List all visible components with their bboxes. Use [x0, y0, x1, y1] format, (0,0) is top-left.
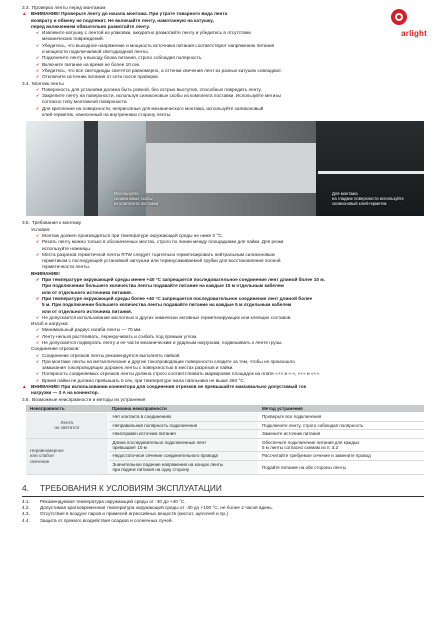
cause-cell: Неисправен источник питания	[108, 430, 258, 438]
bullet-icon: ✔	[36, 314, 40, 320]
bullet-icon: ✔	[36, 377, 40, 383]
list-item-continuation: замыкания токопроводящих дорожек ленты с поверхностью в местах разрезов и пайки.	[42, 365, 234, 371]
list-item-continuation: используйте ножницы.	[42, 245, 92, 251]
troubleshooting-table	[26, 405, 424, 475]
fault-cell: Лента не светится	[26, 413, 108, 438]
list-item-continuation: герметиком с последующей установкой заглушки или термоусаживаемой трубки для восстановления полной	[42, 258, 281, 264]
photo-left-caption	[114, 191, 158, 206]
list-item-text: При температуре окружающей среды более +40 °С запрещается последовательное соединение лент длиной более	[42, 295, 313, 301]
bullet-icon: ✔	[36, 55, 40, 61]
bullet-icon: ✔	[36, 371, 40, 377]
caption-line: Для монтажа	[332, 191, 358, 197]
photo-right-caption	[332, 191, 404, 206]
section-title: Возможные неисправности и методы их устранения	[32, 396, 146, 402]
item-number: 4.3.	[22, 511, 30, 517]
caption-line: Используйте	[114, 191, 139, 197]
list-item-text: Резать ленту можно только в обозначенных местах, строго по линии между площадками для пайки. Для резки	[42, 239, 284, 245]
warning-text: нагрузки — 3 А на коннектор.	[31, 390, 99, 396]
item-number: 4.2.	[22, 504, 30, 510]
warning-text: ВНИМАНИЕ! Проверьте ленту до начала монтажа. При утрате товарного вида лента	[31, 11, 228, 17]
section-number: 3.4.	[22, 80, 30, 86]
bullet-icon: ✔	[36, 42, 40, 48]
list-item-continuation: или от отдельного источника питания.	[42, 308, 133, 314]
bullet-icon: ✔	[36, 327, 40, 333]
bullet-icon: ✔	[36, 339, 40, 345]
section-3-6-heading	[22, 397, 426, 403]
list-item-text: Соединение отрезков ленты рекомендуется выполнять пайкой.	[42, 352, 181, 358]
cause-cell: Неправильная полярность подключения	[108, 421, 258, 429]
list-item-text: Полярность соединяемых отрезков ленты должна строго соответствовать маркировке площадок на плате «+» и «-», «+» и «+».	[42, 371, 321, 377]
bullet-icon: ✔	[36, 239, 40, 245]
section-number: 3.5.	[22, 220, 30, 226]
subheading: Соединение отрезков:	[31, 346, 80, 352]
section-title: ТРЕБОВАНИЯ К УСЛОВИЯМ ЭКСПЛУАТАЦИИ	[40, 482, 222, 493]
bullet-icon: ✔	[36, 93, 40, 99]
list-item-text: Места разрезов герметичной ленты RTW следует тщательно герметизировать нейтральным силиконовым	[42, 251, 275, 257]
list-item-text: Извлеките катушку с лентой из упаковки, аккуратно размотайте ленту и убедитесь в отсутствии	[42, 30, 251, 36]
list-item-continuation: механических повреждений.	[42, 36, 104, 42]
table-row	[26, 413, 424, 421]
fault-cell: Неравномерное или слабое свечение	[26, 438, 108, 474]
bullet-icon: ✔	[36, 358, 40, 364]
list-item	[22, 518, 426, 524]
warning-text: перед включением обязательно размотайте ленту.	[31, 23, 150, 29]
column-header: Метод устранения	[258, 405, 424, 413]
photo-led-strip	[318, 171, 424, 174]
list-item-text: Подключите ленту к выходу блока питания, строго соблюдая полярность.	[42, 55, 203, 61]
item-number: 4.4.	[22, 517, 30, 523]
bullet-icon: ✔	[36, 333, 40, 339]
warning-text: возврату и обмену не подлежит. Не включайте ленту, намотанную на катушку,	[31, 17, 214, 23]
section-number: 4.	[22, 482, 29, 493]
bullet-icon: ✔	[36, 61, 40, 67]
list-item-text: Закрепите ленту на поверхности, используя силиконовые скобы из комплекта поставки. Используйте метизы	[42, 93, 281, 99]
conditions-label: Условия:	[31, 226, 51, 232]
list-item-text: При монтаже ленты на металлические и другие токопроводящие поверхности следите за тем, чтобы не произошло	[42, 358, 295, 364]
warning-icon: ▲	[22, 11, 27, 17]
cause-cell: Длина последовательно подключенных лент превышает 10 м	[108, 438, 258, 452]
installation-photo	[26, 121, 424, 216]
bullet-icon: ✔	[36, 67, 40, 73]
remedy-cell: Проверьте все подключения	[258, 413, 424, 421]
bullet-icon: ✔	[36, 74, 40, 80]
divider	[22, 496, 424, 497]
list-item-continuation: 5 м. При подключении большего количества ленты подавайте питание на каждые 5 м отдельным кабелем	[42, 302, 292, 308]
list-item-continuation: При подключении большего количества ленты подавайте питание на каждые 10 м отдельным кабелем	[42, 283, 284, 289]
caption-line: из комплекта поставки	[114, 201, 159, 207]
list-item-text: Ленту нельзя растягивать, перекручивать и сгибать под прямым углом.	[42, 333, 198, 339]
cause-cell: Нет контакта в соединениях	[108, 413, 258, 421]
section-title: Монтаж ленты	[32, 80, 64, 86]
bullet-icon: ✔	[36, 277, 40, 283]
list-item-continuation: и мощности подключаемой светодиодной ленты.	[42, 49, 149, 55]
list-item-text: При температуре окружающей среды менее +40 °С запрещается последовательное соединение лент длиной более 10 м.	[42, 277, 326, 283]
list-item-text: Не допускается подвергать ленту и ее части механическим и ударным нагрузкам, подвешивать к ленте грузы.	[42, 339, 283, 345]
bullet-icon: ✔	[36, 105, 40, 111]
list-item-text: Убедитесь, что все светодиоды светятся равномерно, а оттенки свечения лент из разных катушек совпадают.	[42, 67, 282, 73]
logo-text: arlight	[401, 29, 427, 38]
item-number: 4.1.	[22, 498, 30, 504]
attention-label: ВНИМАНИЕ!	[31, 270, 60, 276]
list-item-text: Защита от прямого воздействия осадков и солнечных лучей.	[40, 517, 173, 523]
list-item-text: Минимальный радиус изгиба ленты — 70 мм.	[42, 327, 142, 333]
list-item-text: Отсутствие в воздухе паров и примесей агрессивных веществ (кислот, щелочей и пр.).	[40, 511, 230, 517]
list-item-continuation: согласно типу монтажной поверхности.	[42, 99, 128, 105]
caption-line: силиконовый клей-герметик	[332, 201, 387, 207]
bullet-icon: ✔	[36, 86, 40, 92]
bullet-icon: ✔	[36, 232, 40, 238]
section-4-heading	[22, 483, 426, 494]
remedy-cell: Подключите ленту, строго соблюдая полярность	[258, 421, 424, 429]
list-item-text: Включите питание на время не более 10 сек.	[42, 61, 141, 67]
section-number: 3.3.	[22, 5, 30, 10]
table-header-row	[26, 405, 424, 413]
arlight-logo	[367, 5, 427, 43]
column-header: Неисправность	[26, 405, 108, 413]
section-title: Требования к монтажу	[32, 220, 82, 226]
remedy-cell: Подайте питание на обе стороны ленты	[258, 460, 424, 474]
bullet-icon: ✔	[36, 352, 40, 358]
table-row	[26, 438, 424, 452]
caption-line: силиконовые скобы	[114, 196, 153, 202]
list-item-text: Отключите источник питания от сети после проверки.	[42, 74, 159, 80]
subheading: Изгиб и нагрузка:	[31, 321, 69, 327]
list-item-text: Время пайки не должно превышать 5 сек, при температуре жала паяльника не выше 260 °С.	[42, 377, 246, 383]
caption-line: на гладкие поверхности используйте	[332, 196, 404, 202]
remedy-cell: Замените источник питания	[258, 430, 424, 438]
photo-panel	[146, 143, 326, 193]
bullet-icon: ✔	[36, 30, 40, 36]
cause-cell: Значительное падение напряжения на концах ленты при подаче питания на одну сторону	[108, 460, 258, 474]
list-item-continuation: клей-герметик, нанесенный на внутреннюю сторону ленты.	[42, 112, 172, 118]
list-item-continuation: или от отдельного источника питания.	[42, 289, 133, 295]
photo-window-frame	[84, 121, 98, 216]
warning-icon: ▲	[22, 384, 27, 390]
list-item-continuation: герметичности ленты.	[42, 264, 91, 270]
bullet-icon: ✔	[36, 295, 40, 301]
remedy-cell: Рассчитайте требуемое сечение и замените провод	[258, 452, 424, 460]
warning-text: ВНИМАНИЕ! При использовании коннектора для соединения отрезков не превышайте максимально допустимый ток	[31, 384, 307, 390]
section-number: 3.6.	[22, 396, 30, 402]
list-item-text: Для крепления на поверхности, неприголные для механического монтажа, используйте силиконовый	[42, 105, 264, 111]
section-title: Проверка ленты перед монтажом	[32, 5, 106, 10]
list-item-text: Монтаж должен производиться при температуре окружающей среды не ниже 0 °С.	[42, 232, 224, 238]
list-item-text: Рекомендуемая температура окружающей среды от -30 до +40 °С.	[40, 498, 186, 504]
list-item-text: Убедитесь, что выходное напряжение и мощность источника питания соответствуют напряжению питания	[42, 42, 275, 48]
list-item-text: Не допускается использование кислотных и других химически активных герметизирующих или клеящих составов.	[42, 314, 292, 320]
list-item-text: Поверхность для установки должна быть ровной, без острых выступов, способных повредить ленту.	[42, 86, 262, 92]
cause-cell: Недостаточное сечение соединительного провода	[108, 452, 258, 460]
bullet-icon: ✔	[36, 251, 40, 257]
list-item-text: Допустимая кратковременная температура окружающей среды от -30 до +100 °С, не более 2 часов вдень.	[40, 504, 274, 510]
remedy-cell: Обеспечьте подключение питания для каждых 5 м ленты согласно схемам из п. 3.2	[258, 438, 424, 452]
logo-mark-icon	[391, 9, 407, 25]
column-header: Причина неисправности	[108, 405, 258, 413]
